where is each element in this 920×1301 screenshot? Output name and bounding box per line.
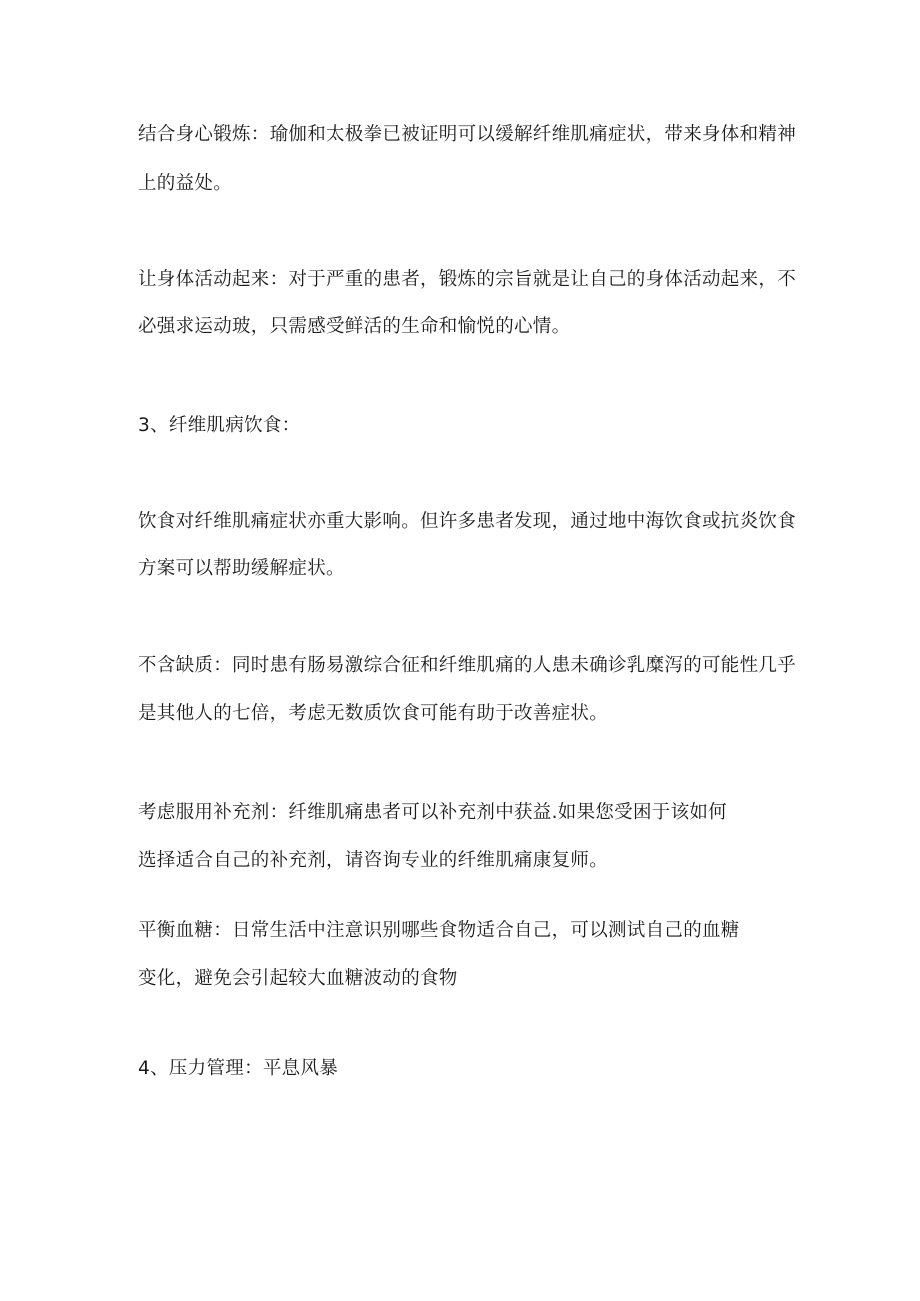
section-heading-diet: 3、纤维肌病饮食： <box>138 415 301 436</box>
paragraph-gluten-line-1: 不含缺质：同时患有肠易激综合征和纤维肌痛的人患未确诊乳糜泻的可能性几乎 <box>138 655 797 676</box>
paragraph-mind-body-line-1: 结合身心锻炼：瑜伽和太极拳已被证明可以缓解纤维肌痛症状，带来身体和精神 <box>138 124 797 145</box>
paragraph-supplements-line-1: 考虑服用补充剂：纤维肌痛患者可以补充剂中获益.如果您受困于该如何 <box>138 802 727 823</box>
section-heading-stress: 4、压力管理：平息风暴 <box>138 1058 339 1079</box>
paragraph-get-active-line-2: 必强求运动玻，只需感受鲜活的生命和愉悦的心情。 <box>138 316 571 337</box>
paragraph-diet-line-1: 饮食对纤维肌痛症状亦重大影响。但许多患者发现，通过地中海饮食或抗炎饮食 <box>138 511 797 532</box>
paragraph-supplements-line-2: 选择适合自己的补充剂，请咨询专业的纤维肌痛康复师。 <box>138 850 609 871</box>
paragraph-get-active-line-1: 让身体活动起来：对于严重的患者，锻炼的宗旨就是让自己的身体活动起来，不 <box>138 269 797 290</box>
paragraph-blood-sugar-line-2: 变化，避免会引起较大血糖波动的食物 <box>138 968 458 989</box>
paragraph-blood-sugar-line-1: 平衡血糖：日常生活中注意识别哪些食物适合自己，可以测试自己的血糖 <box>138 920 740 941</box>
paragraph-mind-body-line-2: 上的益处。 <box>138 173 233 194</box>
paragraph-gluten-line-2: 是其他人的七倍，考虑无数质饮食可能有助于改善症状。 <box>138 703 609 724</box>
paragraph-diet-line-2: 方案可以帮助缓解症状。 <box>138 558 345 579</box>
